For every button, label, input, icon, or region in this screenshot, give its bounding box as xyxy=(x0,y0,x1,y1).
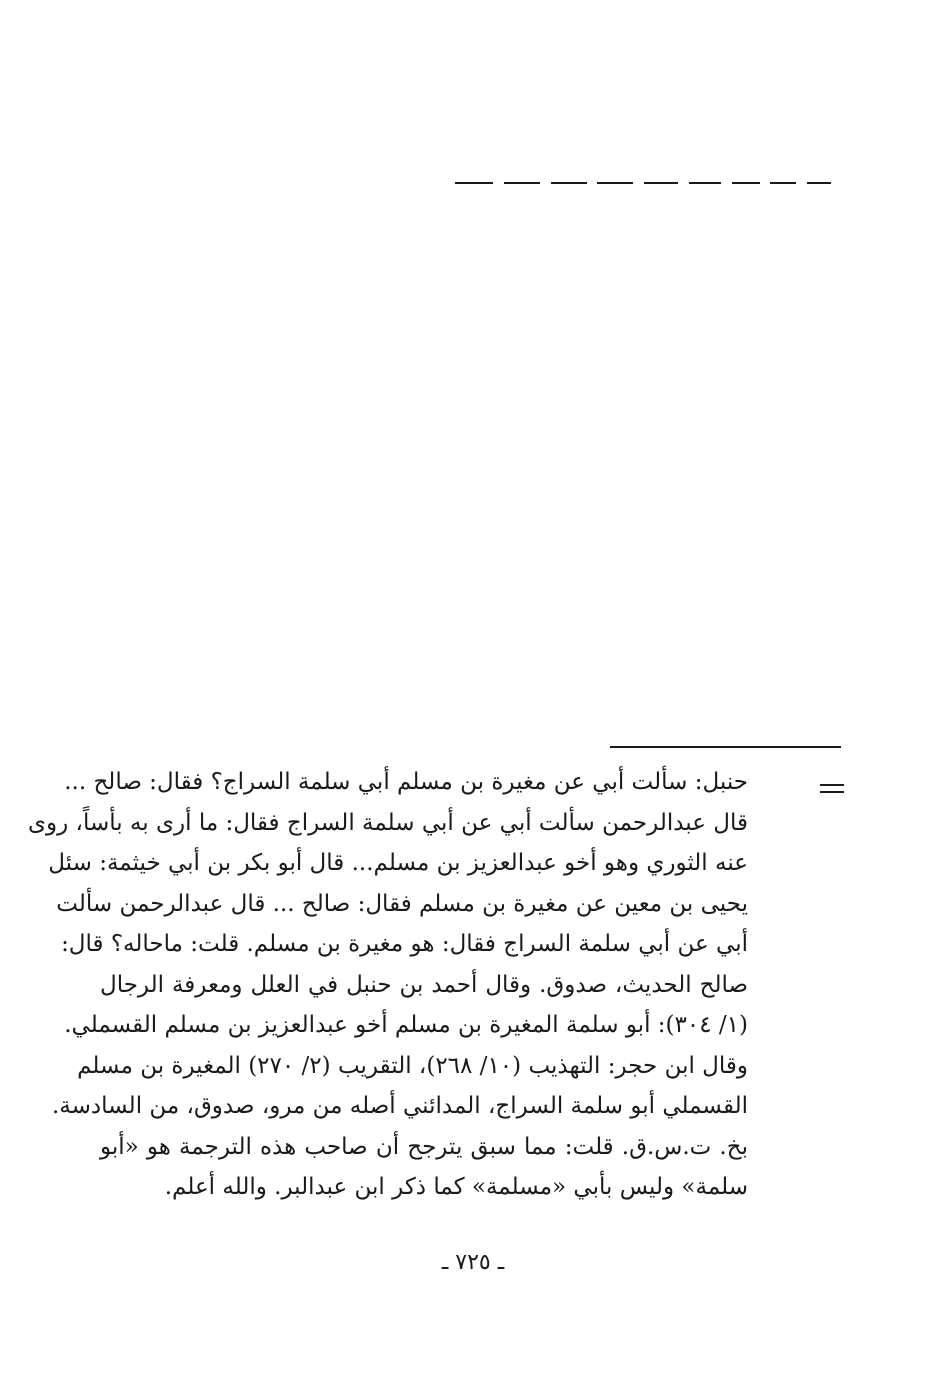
separator-dash xyxy=(504,182,540,184)
footnote-line: سلمة» وليس بأبي «مسلمة» كما ذكر ابن عبدالبر. والله أعلم. xyxy=(164,1174,748,1200)
separator-dash xyxy=(689,182,721,184)
separator-dash xyxy=(455,182,493,184)
separator-dash xyxy=(644,182,678,184)
separator-dash xyxy=(732,182,760,184)
footnote-line: عنه الثوري وهو أخو عبدالعزيز بن مسلم... قال أبو بكر بن أبي خيثمة: سئل xyxy=(48,850,748,876)
footnote-line: القسملي أبو سلمة السراج، المدائني أصله من مرو، صدوق، من السادسة. xyxy=(52,1093,748,1119)
separator-dash xyxy=(551,182,587,184)
section-dash-separator xyxy=(455,181,831,185)
page-number: ـ ٧٢٥ ـ xyxy=(441,1250,505,1275)
footnote-continuation-mark xyxy=(820,784,844,793)
separator-dash xyxy=(597,182,633,184)
footnote-line: قال عبدالرحمن سألت أبي عن أبي سلمة السراج فقال: ما أرى به بأساً، روى xyxy=(28,809,748,836)
footnote-line: صالح الحديث، صدوق. وقال أحمد بن حنبل في العلل ومعرفة الرجال xyxy=(100,971,748,998)
separator-dash xyxy=(770,182,796,184)
footnote-line: (١/ ٣٠٤): أبو سلمة المغيرة بن مسلم أخو عبدالعزيز بن مسلم القسملي. xyxy=(64,1012,748,1038)
footnote-line: يحيى بن معين عن مغيرة بن مسلم فقال: صالح ... قال عبدالرحمن سألت xyxy=(56,890,748,917)
footnote-line: حنبل: سألت أبي عن مغيرة بن مسلم أبي سلمة السراج؟ فقال: صالح ... xyxy=(64,769,748,795)
footnote-text xyxy=(28,762,748,1208)
footnote-line: بخ. ت.س.ق. قلت: مما سبق يترجح أن صاحب هذه الترجمة هو «أبو xyxy=(100,1133,748,1160)
separator-dash xyxy=(807,182,831,184)
footnote-line: وقال ابن حجر: التهذيب (١٠/ ٢٦٨)، التقريب (٢/ ٢٧٠) المغيرة بن مسلم xyxy=(77,1052,748,1079)
footnote-line: أبي عن أبي سلمة السراج فقال: هو مغيرة بن مسلم. قلت: ماحاله؟ قال: xyxy=(61,931,748,957)
footnote-separator-rule xyxy=(610,746,841,748)
